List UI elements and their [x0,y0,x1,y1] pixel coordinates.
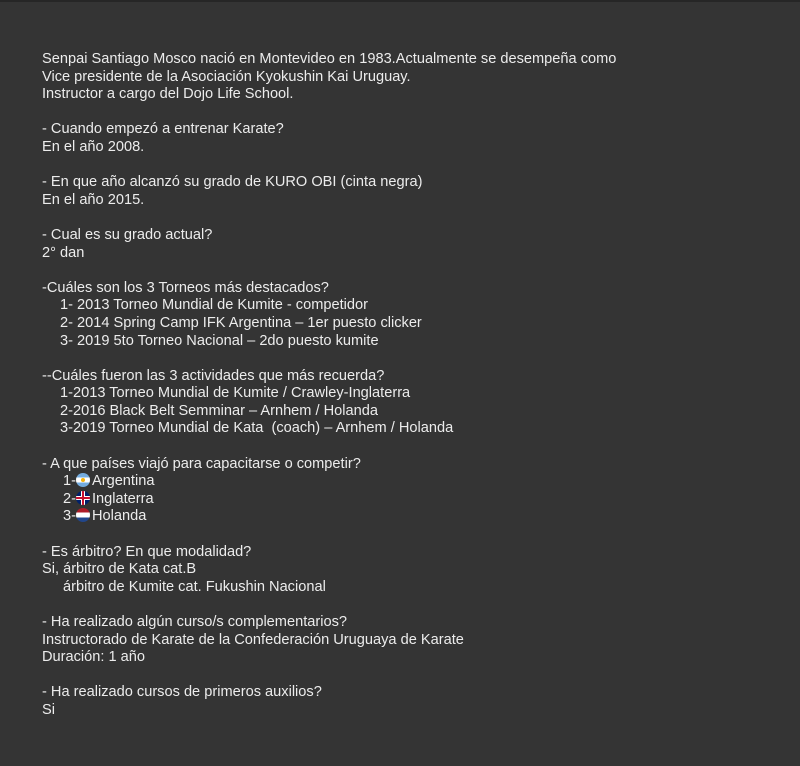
answer: 2° dan [42,244,85,261]
intro-line: Vice presidente de la Asociación Kyokushin Kai Uruguay. [42,68,411,85]
question: - Es árbitro? En que modalidad? [42,543,252,560]
question: -Cuáles son los 3 Torneos más destacados? [42,279,329,296]
list-item: 1- 2013 Torneo Mundial de Kumite - competidor [60,297,368,314]
answer: Si, árbitro de Kata cat.B [42,561,197,578]
argentina-flag-icon [76,473,90,487]
list-item: 1-2013 Torneo Mundial de Kumite / Crawley-Inglaterra [60,385,411,402]
list-item: 3- 2019 5to Torneo Nacional – 2do puesto kumite [60,332,379,349]
list-item: 2-2016 Black Belt Semminar – Arnhem / Holanda [60,402,378,419]
country-name: Holanda [91,508,147,525]
question: - En que año alcanzó su grado de KURO OBI (cinta negra) [42,174,423,191]
question: - Cual es su grado actual? [42,226,213,243]
country-item [42,473,782,491]
country-item [42,491,782,509]
question: - Ha realizado cursos de primeros auxilios? [42,684,322,701]
list-item: 2- 2014 Spring Camp IFK Argentina – 1er puesto clicker [60,314,422,331]
country-number: 2- [63,490,76,507]
answer: Duración: 1 año [42,649,146,666]
question: - Cuando empezó a entrenar Karate? [42,121,284,138]
intro-line: Instructor a cargo del Dojo Life School. [42,86,294,103]
question: - A que países viajó para capacitarse o competir? [42,455,361,472]
interview-text [42,51,782,720]
answer: Si [42,701,55,718]
country-item [42,508,782,526]
question: - Ha realizado algún curso/s complementarios? [42,614,347,630]
intro-line: Senpai Santiago Mosco nació en Montevideo en 1983.Actualmente se desempeña como [42,51,617,67]
answer: En el año 2008. [42,138,145,155]
answer: Instructorado de Karate de la Confederación Uruguaya de Karate [42,631,464,648]
uk-flag-icon [76,491,90,505]
question: --Cuáles fueron las 3 actividades que más recuerda? [42,367,385,384]
answer: árbitro de Kumite cat. Fukushin Nacional [63,578,326,595]
answer: En el año 2015. [42,191,145,208]
country-name: Inglaterra [91,490,154,507]
country-number: 1- [63,473,76,490]
list-item: 3-2019 Torneo Mundial de Kata (coach) – Arnhem / Holanda [60,420,454,437]
country-number: 3- [63,508,76,525]
country-name: Argentina [91,473,155,490]
netherlands-flag-icon [76,508,90,522]
